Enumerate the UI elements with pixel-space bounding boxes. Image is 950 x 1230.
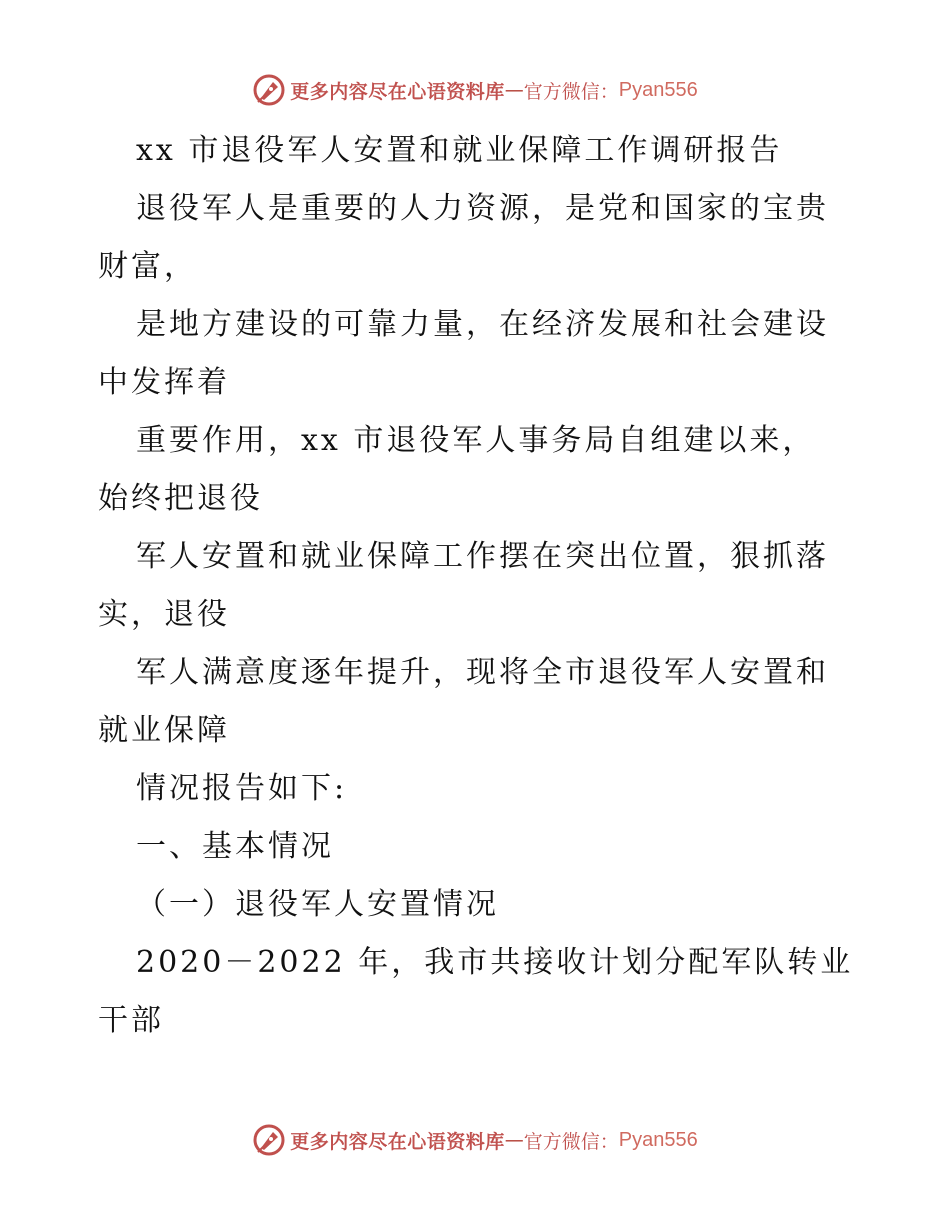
paragraph-line: 2020－2022 年，我市共接收计划分配军队转业 <box>136 945 854 980</box>
paragraph-line: 中发挥着 <box>98 365 230 400</box>
paragraph-line: 财富， <box>98 249 197 284</box>
banner-ad-text: 更多内容尽在心语资料库 <box>290 1130 505 1153</box>
paragraph-line: 就业保障 <box>98 713 230 748</box>
paragraph-line: 军人安置和就业保障工作摆在突出位置，狠抓落 <box>136 539 829 574</box>
paragraph-line: 重要作用，xx 市退役军人事务局自组建以来， <box>136 423 816 458</box>
banner-separator: — <box>504 79 524 101</box>
paragraph-line: 退役军人是重要的人力资源，是党和国家的宝贵 <box>136 191 829 226</box>
paragraph-line: 是地方建设的可靠力量，在经济发展和社会建设 <box>136 307 829 342</box>
footer-banner <box>0 1120 950 1160</box>
paragraph-line: 始终把退役 <box>98 481 263 516</box>
banner-wechat-id: Pyan556 <box>618 78 698 101</box>
paragraph-line: 军人满意度逐年提升，现将全市退役军人安置和 <box>136 655 829 690</box>
paragraph-line: 实，退役 <box>98 597 230 632</box>
pen-nib-logo-icon <box>252 1123 286 1157</box>
banner-wechat-label: 官方微信： <box>523 1130 619 1153</box>
paragraph-line: 情况报告如下: <box>136 771 348 806</box>
pen-nib-logo-icon <box>252 73 286 107</box>
paragraph-line: 干部 <box>98 1003 164 1038</box>
header-banner <box>0 70 950 110</box>
document-body <box>98 122 858 1050</box>
section-heading: 一、基本情况 <box>136 829 334 864</box>
banner-ad-text: 更多内容尽在心语资料库 <box>290 80 505 103</box>
banner-wechat-id: Pyan556 <box>618 1128 698 1151</box>
banner-wechat-label: 官方微信： <box>523 80 619 103</box>
document-title: xx 市退役军人安置和就业保障工作调研报告 <box>136 133 783 168</box>
banner-separator: — <box>504 1129 524 1151</box>
subsection-heading: （一）退役军人安置情况 <box>136 887 499 922</box>
